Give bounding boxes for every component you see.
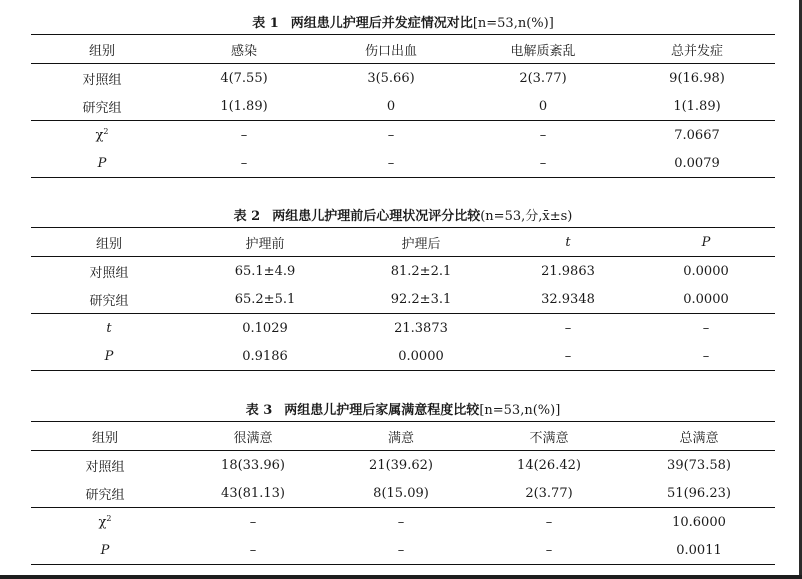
- table-cell: 14(26.42): [517, 457, 581, 473]
- table-cell: 2(3.77): [525, 485, 573, 501]
- table-3-block: [31, 401, 775, 565]
- table-number: 表 3: [245, 403, 273, 418]
- table-cell: –: [315, 149, 467, 178]
- header-cell: 总满意: [623, 422, 775, 451]
- table-cell: 1(1.89): [220, 98, 268, 114]
- table-cell: 51(96.23): [667, 485, 731, 501]
- table-cell: –: [315, 121, 467, 150]
- table-header-row: [31, 422, 775, 451]
- table-cell: 21.3873: [343, 314, 499, 343]
- row-label: 研究组: [85, 487, 125, 503]
- table-cell: –: [327, 508, 475, 537]
- table-title: 两组患儿护理前后心理状况评分比较: [272, 209, 481, 224]
- table-cell: 0.0079: [619, 149, 775, 178]
- header-cell: 护理后: [343, 228, 499, 257]
- table-cell: 92.2±3.1: [390, 291, 452, 307]
- row-label: P: [31, 342, 187, 371]
- row-label: [31, 121, 173, 150]
- stat-row: [31, 314, 775, 343]
- table-cell: 65.2±5.1: [234, 291, 296, 307]
- header-cell: P: [637, 228, 775, 257]
- table-cell: 10.6000: [623, 508, 775, 537]
- table-cell: –: [467, 149, 619, 178]
- table-cell: –: [327, 536, 475, 565]
- table-cell: –: [467, 121, 619, 150]
- row-label: 研究组: [82, 100, 122, 116]
- superscript: 2: [103, 126, 109, 136]
- row-label: 对照组: [82, 72, 122, 88]
- table-stats-note: (n=53,分,x̄±s): [480, 209, 573, 224]
- table-header-row: [31, 35, 775, 64]
- table-cell: 65.1±4.9: [234, 263, 296, 279]
- superscript: 2: [106, 513, 112, 523]
- table-cell: 21.9863: [541, 263, 595, 279]
- stat-row: [31, 149, 775, 178]
- header-cell: 总并发症: [619, 35, 775, 64]
- table-cell: 0.0000: [683, 291, 729, 307]
- stat-row: [31, 508, 775, 537]
- table-1-caption: [31, 14, 775, 34]
- table-cell: –: [173, 121, 315, 150]
- row-label: P: [31, 149, 173, 178]
- header-cell: 护理前: [187, 228, 343, 257]
- row-label: 对照组: [85, 459, 125, 475]
- table-1: [31, 34, 775, 178]
- stat-row: [31, 121, 775, 150]
- table-title: 两组患儿护理后并发症情况对比: [290, 16, 473, 31]
- table-cell: 39(73.58): [667, 457, 731, 473]
- table-2: [31, 227, 775, 371]
- table-cell: 0.9186: [187, 342, 343, 371]
- stat-row: [31, 536, 775, 565]
- chi-symbol: χ: [95, 127, 104, 143]
- table-3-caption: [31, 401, 775, 421]
- table-cell: –: [179, 536, 327, 565]
- table-row: [31, 92, 775, 121]
- header-cell: 组别: [31, 422, 179, 451]
- table-number: 表 1: [252, 16, 279, 31]
- table-2-block: [31, 207, 775, 371]
- header-cell: 感染: [173, 35, 315, 64]
- row-label: 对照组: [89, 265, 129, 281]
- header-cell: 满意: [327, 422, 475, 451]
- table-1-block: [31, 14, 775, 178]
- row-label: P: [31, 536, 179, 565]
- table-row: [31, 285, 775, 314]
- table-cell: –: [475, 536, 623, 565]
- chi-symbol: χ: [98, 514, 107, 530]
- table-row: [31, 257, 775, 286]
- table-3: [31, 421, 775, 565]
- table-cell: –: [637, 314, 775, 343]
- table-cell: 1(1.89): [673, 98, 721, 114]
- header-cell: 电解质紊乱: [467, 35, 619, 64]
- table-cell: 0: [538, 98, 548, 114]
- table-title: 两组患儿护理后家属满意程度比较: [284, 403, 480, 418]
- table-row: [31, 451, 775, 480]
- table-cell: –: [475, 508, 623, 537]
- table-stats-note: [n=53,n(%)]: [479, 403, 561, 418]
- table-cell: 43(81.13): [221, 485, 285, 501]
- table-row: [31, 479, 775, 508]
- table-cell: 4(7.55): [220, 70, 268, 86]
- header-cell: 伤口出血: [315, 35, 467, 64]
- table-cell: 21(39.62): [369, 457, 433, 473]
- table-stats-note: [n=53,n(%)]: [472, 16, 554, 31]
- header-cell: 组别: [31, 228, 187, 257]
- table-cell: 9(16.98): [669, 70, 725, 86]
- header-cell: 很满意: [179, 422, 327, 451]
- table-cell: –: [499, 314, 637, 343]
- table-cell: 2(3.77): [519, 70, 567, 86]
- table-2-caption: [31, 207, 775, 227]
- table-cell: 0: [386, 98, 396, 114]
- table-cell: 0.0000: [683, 263, 729, 279]
- row-label: t: [31, 314, 187, 343]
- row-label: [31, 508, 179, 537]
- table-cell: 0.1029: [187, 314, 343, 343]
- header-cell: 组别: [31, 35, 173, 64]
- table-cell: 7.0667: [619, 121, 775, 150]
- table-cell: –: [637, 342, 775, 371]
- page-bottom-edge: [0, 575, 802, 579]
- header-cell: 不满意: [475, 422, 623, 451]
- header-cell: t: [499, 228, 637, 257]
- table-cell: 32.9348: [541, 291, 595, 307]
- table-cell: 8(15.09): [373, 485, 429, 501]
- stat-row: [31, 342, 775, 371]
- table-cell: –: [173, 149, 315, 178]
- table-cell: 0.0011: [623, 536, 775, 565]
- table-cell: 81.2±2.1: [390, 263, 452, 279]
- table-cell: –: [179, 508, 327, 537]
- table-row: [31, 64, 775, 93]
- table-header-row: [31, 228, 775, 257]
- table-cell: –: [499, 342, 637, 371]
- table-cell: 3(5.66): [367, 70, 415, 86]
- table-cell: 0.0000: [343, 342, 499, 371]
- row-label: 研究组: [89, 293, 129, 309]
- table-number: 表 2: [233, 209, 261, 224]
- table-cell: 18(33.96): [221, 457, 285, 473]
